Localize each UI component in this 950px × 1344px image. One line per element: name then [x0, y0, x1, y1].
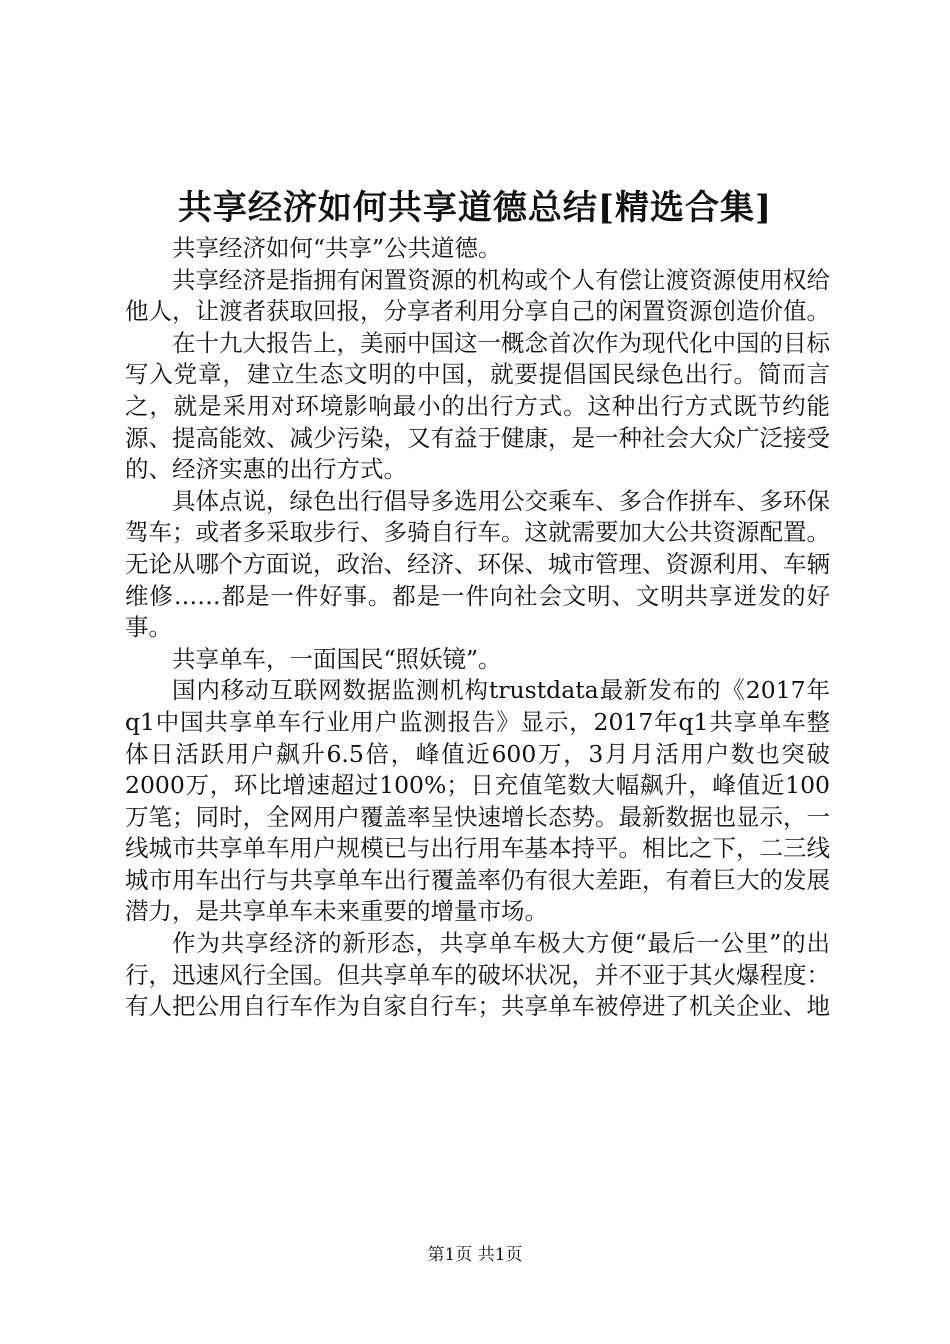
page-number-footer: 第1页 共1页 — [427, 1245, 523, 1265]
document-title: 共享经济如何共享道德总结[精选合集] — [177, 188, 773, 228]
paragraph: 在十九大报告上，美丽中国这一概念首次作为现代化中国的目标写入党章，建立生态文明的中国，就要提倡国民绿色出行。简而言之，就是采用对环境影响最小的出行方式。这种出行方式既节约能源、提高能效、减少污染，又有益于健康，是一种社会大众广泛接受的、经济实惠的出行方式。 — [125, 328, 830, 484]
paragraph: 共享单车，一面国民“照妖镜”。 — [172, 644, 502, 673]
paragraph: 共享经济如何“共享”公共道德。 — [172, 234, 502, 262]
paragraph: 国内移动互联网数据监测机构trustdata最新发布的《2017年q1中国共享单车行业用户监测报告》显示，2017年q1共享单车整体日活跃用户飙升6.5倍，峰值近600万，3月月活用户数也突破2000万，环比增速超过100%；日充值笔数大幅飙升，峰值近100万笔；同时，全网用户覆盖率呈快速增长态势。最新数据也显示，一线城市共享单车用户规模已与出行用车基本持平。相比之下，二三线城市用车出行与共享单车出行覆盖率仍有很大差距，有着巨大的发展潜力，是共享单车未来重要的增量市场。 — [125, 676, 830, 926]
paragraph: 具体点说，绿色出行倡导多选用公交乘车、多合作拼车、多环保驾车；或者多采取步行、多骑自行车。这就需要加大公共资源配置。无论从哪个方面说，政治、经济、环保、城市管理、资源利用、车辆维修……都是一件好事。都是一件向社会文明、文明共享迸发的好事。 — [125, 486, 830, 642]
paragraph: 作为共享经济的新形态，共享单车极大方便“最后一公里”的出行，迅速风行全国。但共享单车的破坏状况，并不亚于其火爆程度：有人把公用自行车作为自家自行车；共享单车被停进了机关企业、地 — [125, 929, 830, 1021]
paragraph: 共享经济是指拥有闲置资源的机构或个人有偿让渡资源使用权给他人，让渡者获取回报，分享者利用分享自己的闲置资源创造价值。 — [125, 265, 830, 326]
document-body — [125, 233, 830, 1023]
